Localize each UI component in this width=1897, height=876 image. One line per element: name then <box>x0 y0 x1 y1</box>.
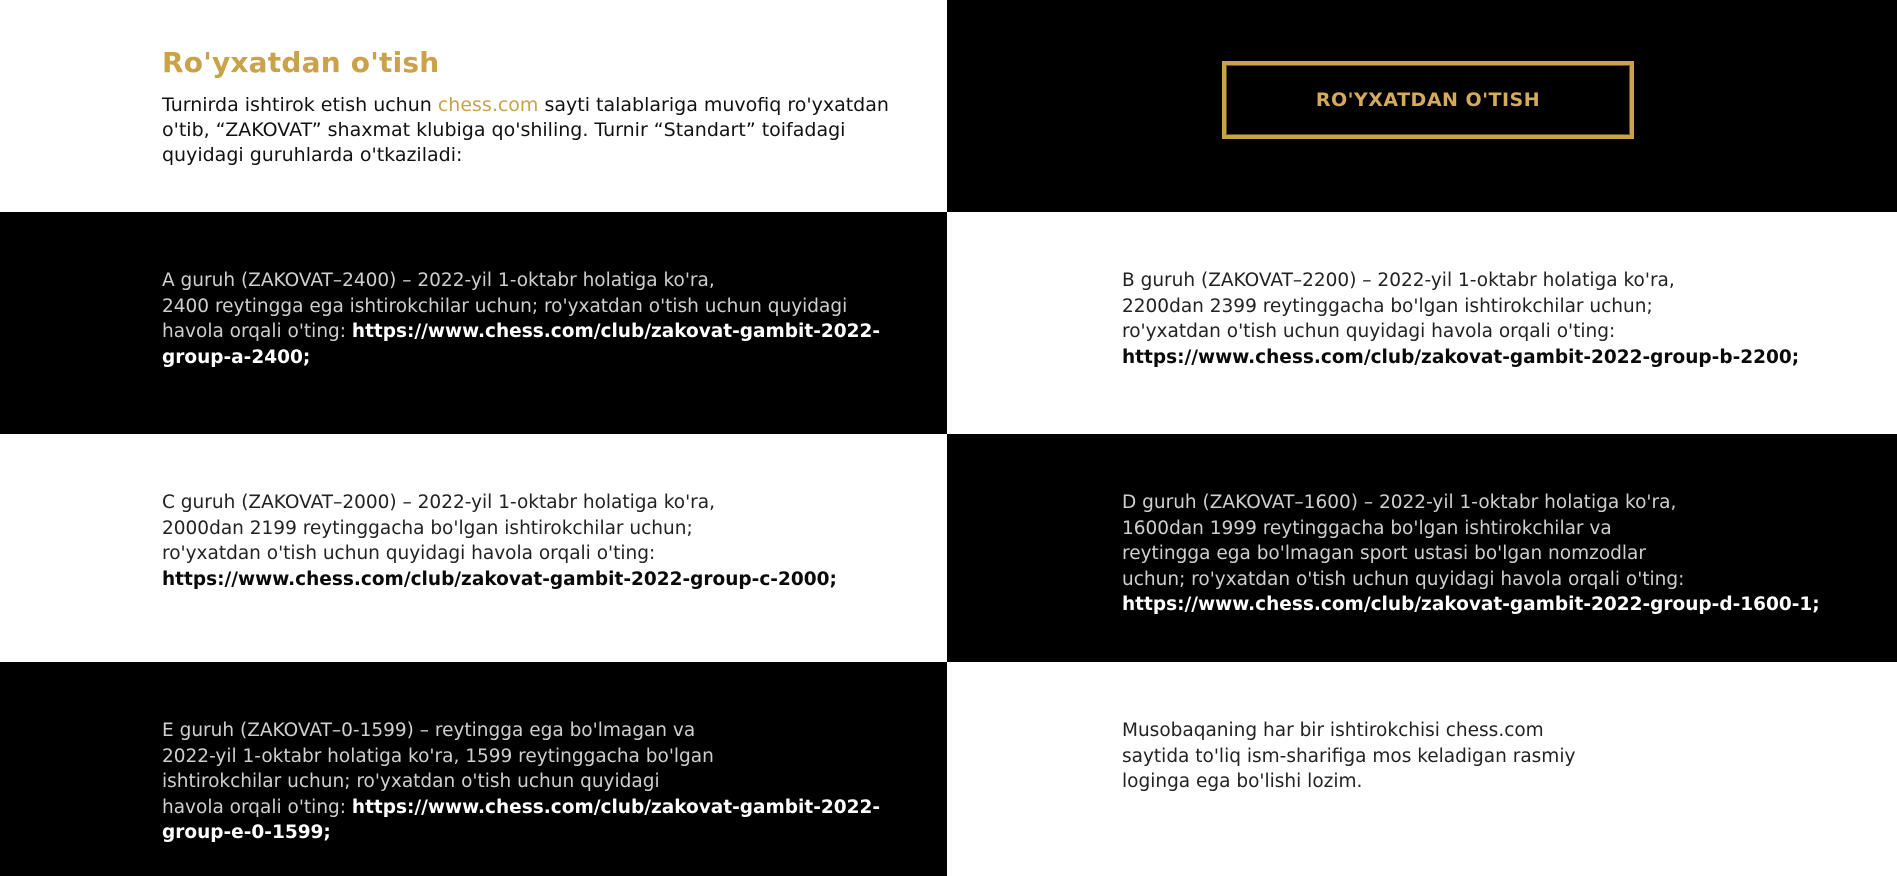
group-d-text <box>1122 490 1820 618</box>
group-e-text <box>162 718 880 846</box>
group-c-line-1: C guruh (ZAKOVAT–2000) – 2022-yil 1-oktabr holatiga ko'ra, <box>162 492 715 513</box>
group-a-line-2: 2400 reytingga ega ishtirokchilar uchun; ro'yxatdan o'tish uchun quyidagi <box>162 295 848 317</box>
page-title: Ro'yxatdan o'tish <box>162 46 440 79</box>
group-d-link[interactable]: https://www.chess.com/club/zakovat-gambit-2022-group-d-1600-1; <box>1122 594 1820 615</box>
group-e-link-continued[interactable]: group-e-0-1599; <box>162 822 331 843</box>
note-text <box>1122 718 1575 795</box>
note-line-3: loginga ega bo'lishi lozim. <box>1122 771 1363 792</box>
group-e-link[interactable]: https://www.chess.com/club/zakovat-gambit-2022- <box>351 796 881 818</box>
group-b-line-1: B guruh (ZAKOVAT–2200) – 2022-yil 1-oktabr holatiga ko'ra, <box>1122 270 1675 291</box>
group-d-line-3: reytingga ega bo'lmagan sport ustasi bo'lgan nomzodlar <box>1122 543 1646 564</box>
group-e-line-2: 2022-yil 1-oktabr holatiga ko'ra, 1599 reytinggacha bo'lgan <box>162 745 714 767</box>
group-b-line-3: ro'yxatdan o'tish uchun quyidagi havola orqali o'ting: <box>1122 321 1616 342</box>
note-panel <box>947 662 1897 876</box>
intro-line-3: quyidagi guruhlarda o'tkaziladi: <box>162 144 463 166</box>
group-c-link[interactable]: https://www.chess.com/club/zakovat-gambit-2022-group-c-2000; <box>162 568 837 590</box>
group-b-link[interactable]: https://www.chess.com/club/zakovat-gambit-2022-group-b-2200; <box>1122 346 1800 368</box>
group-a-panel <box>0 212 947 434</box>
group-a-link-continued[interactable]: group-a-2400; <box>162 346 311 368</box>
register-button[interactable]: RO'YXATDAN O'TISH <box>1222 61 1634 139</box>
note-line-1: Musobaqaning har bir ishtirokchisi chess.com <box>1122 720 1544 741</box>
intro-text-before: Turnirda ishtirok etish uchun <box>162 94 438 116</box>
group-e-line-4: havola orqali o'ting: <box>162 796 352 818</box>
group-d-line-2: 1600dan 1999 reytinggacha bo'lgan ishtirokchilar va <box>1122 517 1612 539</box>
intro-text <box>162 93 902 168</box>
group-a-link[interactable]: https://www.chess.com/club/zakovat-gambit-2022- <box>351 321 881 342</box>
group-d-panel <box>947 434 1897 662</box>
group-b-panel <box>947 212 1897 434</box>
intro-line-2: o'tib, “ZAKOVAT” shaxmat klubiga qo'shiling. Turnir “Standart” toifadagi <box>162 119 846 141</box>
group-d-line-4: uchun; ro'yxatdan o'tish uchun quyidagi havola orqali o'ting: <box>1122 568 1685 590</box>
intro-text-after: sayti talablariga muvofiq ro'yxatdan <box>538 94 889 116</box>
group-e-line-1: E guruh (ZAKOVAT–0-1599) – reytingga ega bo'lmagan va <box>162 720 696 741</box>
group-e-line-3: ishtirokchilar uchun; ro'yxatdan o'tish uchun quyidagi <box>162 771 660 792</box>
group-d-line-1: D guruh (ZAKOVAT–1600) – 2022-yil 1-oktabr holatiga ko'ra, <box>1122 492 1677 513</box>
group-c-text <box>162 490 837 592</box>
group-c-line-3: ro'yxatdan o'tish uchun quyidagi havola orqali o'ting: <box>162 543 656 564</box>
group-b-text <box>1122 268 1799 370</box>
group-e-panel <box>0 662 947 876</box>
group-a-line-1: A guruh (ZAKOVAT–2400) – 2022-yil 1-oktabr holatiga ko'ra, <box>162 270 715 291</box>
group-a-line-3: havola orqali o'ting: <box>162 321 352 342</box>
group-c-line-2: 2000dan 2199 reytinggacha bo'lgan ishtirokchilar uchun; <box>162 517 693 539</box>
note-line-2: saytida to'liq ism-sharifiga mos keladigan rasmiy <box>1122 745 1576 767</box>
group-a-text <box>162 268 880 370</box>
group-c-panel <box>0 434 947 662</box>
group-b-line-2: 2200dan 2399 reytinggacha bo'lgan ishtirokchilar uchun; <box>1122 295 1653 317</box>
chess-com-link[interactable]: chess.com <box>437 94 539 116</box>
intro-panel <box>0 0 947 212</box>
